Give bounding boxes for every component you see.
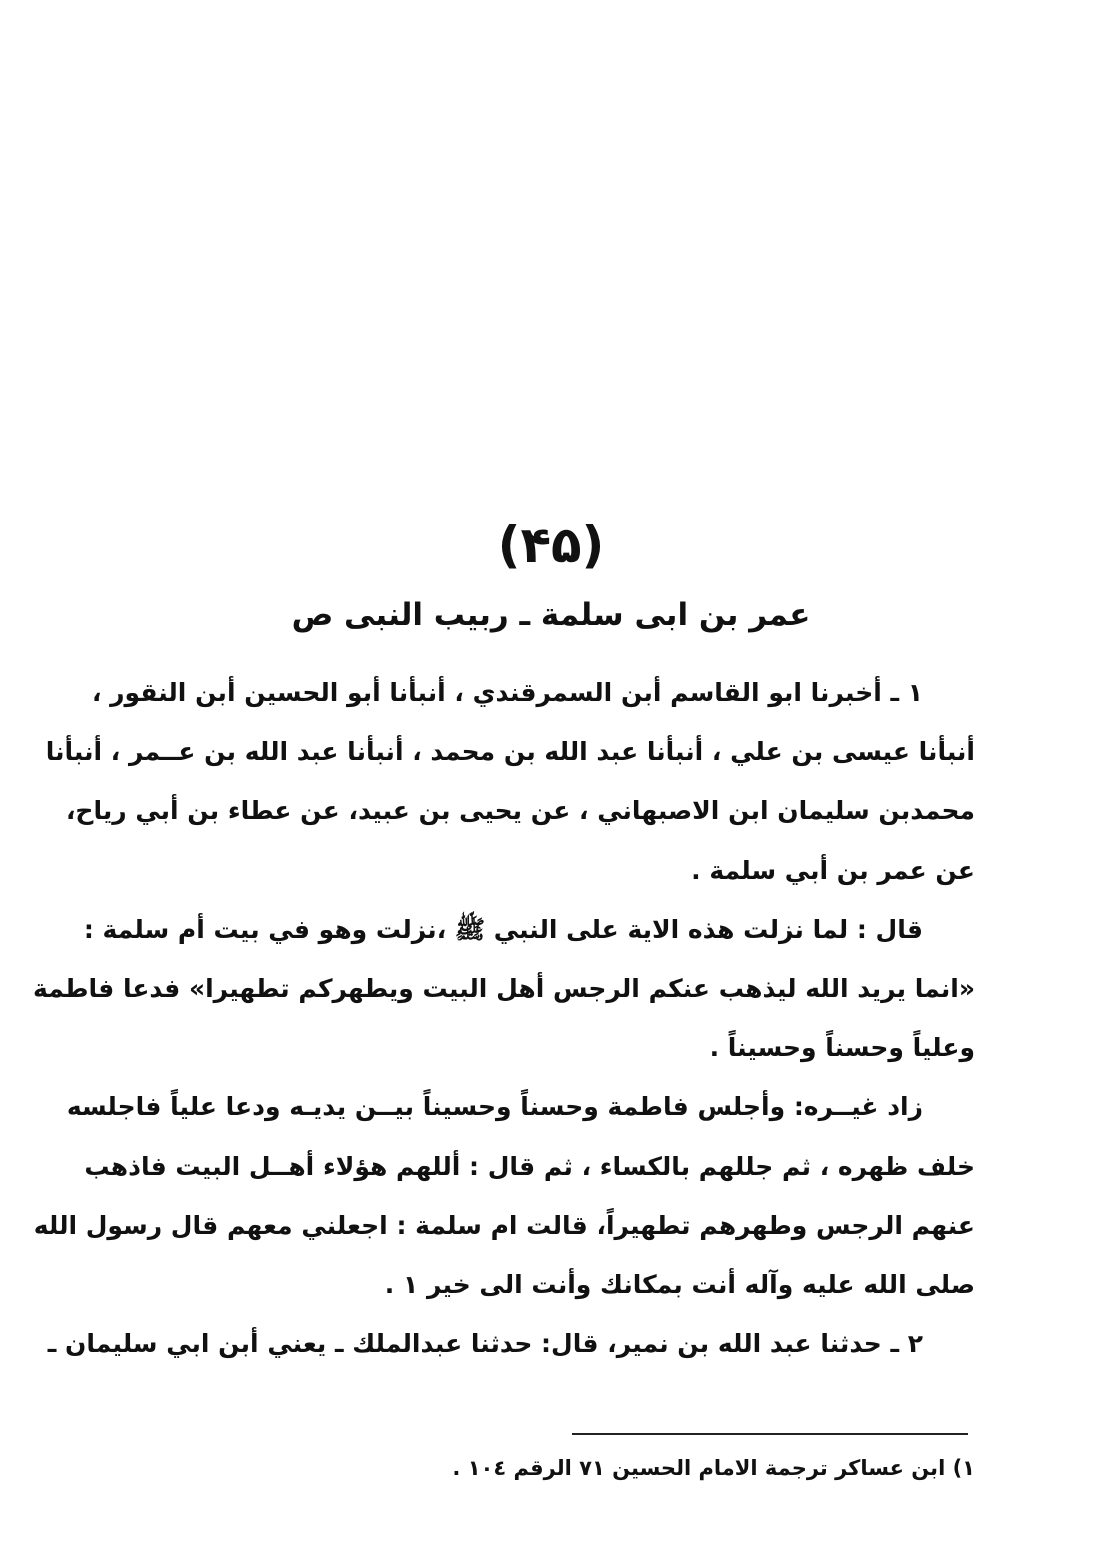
section-title: عمر بن ابى سلمة ـ ربيب النبى ص [291,597,811,633]
body-line-7: وعلياً وحسناً وحسيناً . [709,1033,975,1063]
body-line-8: زاد غيــره: وأجلس فاطمة وحسناً وحسيناً بيــن يديـه ودعا علياً فاجلسه [66,1092,923,1122]
body-line-5: قال : لما نزلت هذه الاية على النبي ﷺ ،نزلت وهو في بيت أم سلمة : [83,914,923,944]
body-line-4: عن عمر بن أبي سلمة . [691,855,975,885]
body-line-6: «انما يريد الله ليذهب عنكم الرجس أهل البيت ويطهركم تطهيرا» فدعا فاطمة [33,973,975,1003]
body-line-1: ١ ـ أخبرنا ابو القاسم أبن السمرقندي ، أنبأنا أبو الحسين أبن النقور ، [91,678,923,707]
section-number: (۴۵) [497,516,605,574]
body-line-3: محمدبن سليمان ابن الاصبهاني ، عن يحيى بن عبيد، عن عطاء بن أبي رياح، [65,796,975,826]
body-line-9: خلف ظهره ، ثم جللهم بالكساء ، ثم قال : أللهم هؤلاء أهــل البيت فاذهب [84,1151,975,1181]
body-line-2: أنبأنا عيسى بن علي ، أنبأنا عبد الله بن محمد ، أنبأنا عبد الله بن عــمر ، أنبأنا [45,737,975,767]
body-line-12: ٢ ـ حدثنا عبد الله بن نمير، قال: حدثنا عبدالملك ـ يعني أبن ابي سليمان ـ [47,1329,923,1359]
body-line-11: صلى الله عليه وآله أنت بمكانك وأنت الى خير ١ . [384,1269,975,1299]
footnote: ١) ابن عساكر ترجمة الامام الحسين ٧١ الرقم ١٠٤ . [452,1456,975,1480]
body-line-10: عنهم الرجس وطهرهم تطهيراً، قالت ام سلمة : اجعلني معهم قال رسول الله [33,1210,975,1240]
body-text [33,663,975,1373]
footnote-divider [572,1433,968,1435]
